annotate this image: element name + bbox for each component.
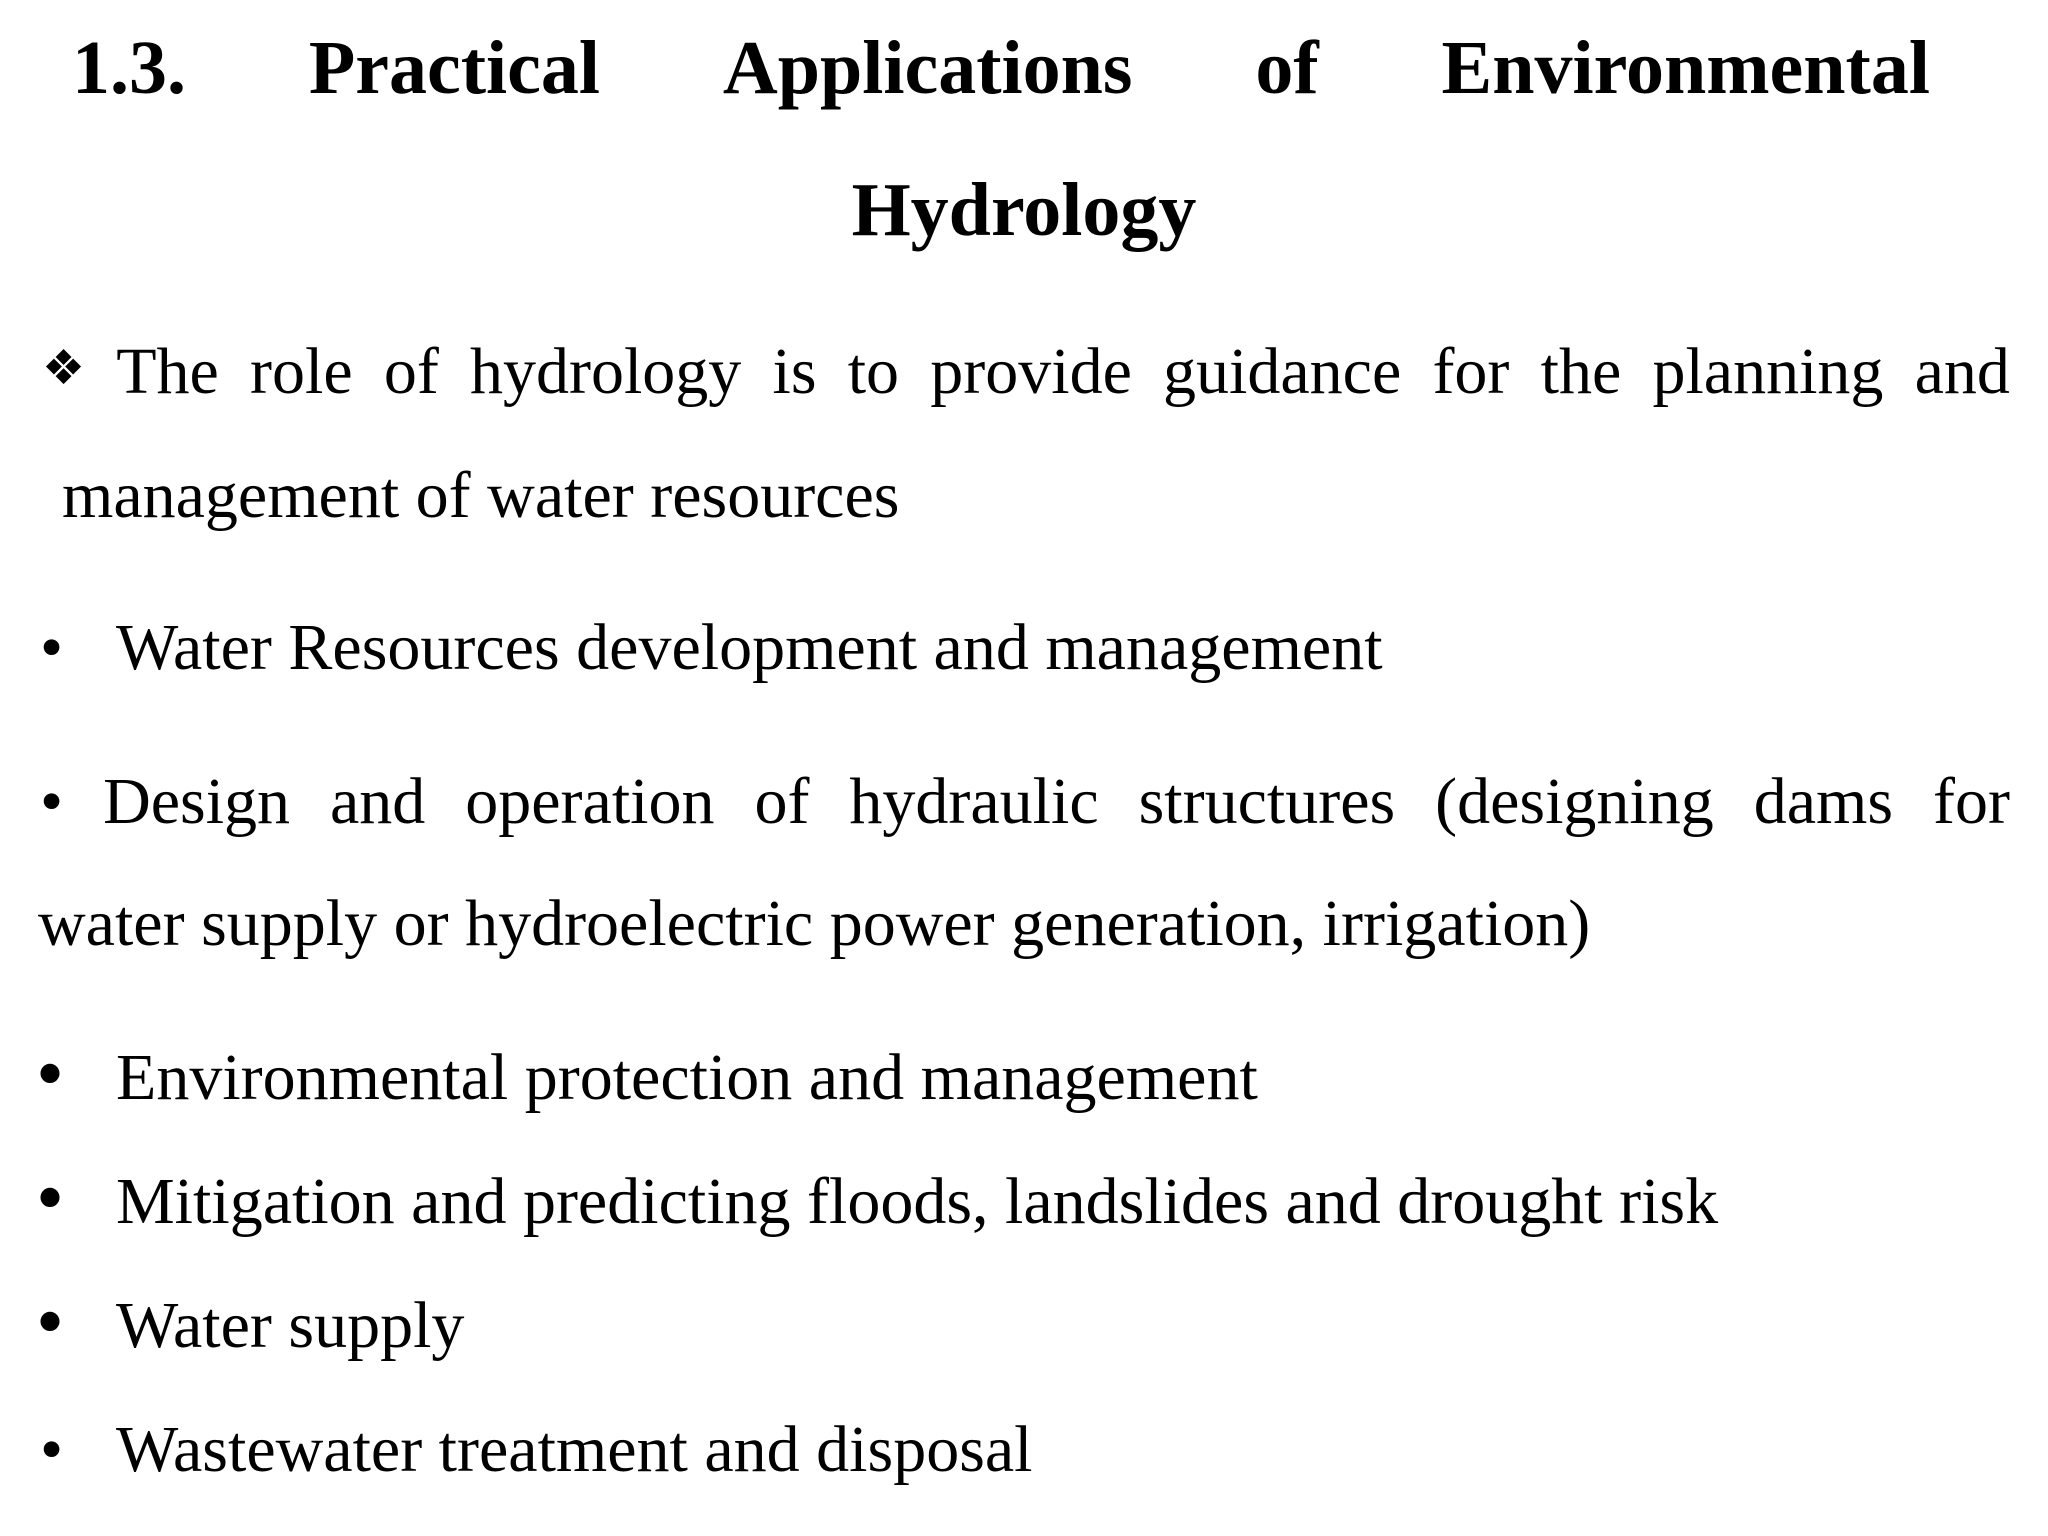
bullet-word: dams	[1753, 765, 1894, 838]
intro-word: the	[1540, 335, 1622, 408]
intro-word: planning	[1652, 335, 1884, 408]
intro-word: The	[116, 335, 219, 408]
intro-word: hydrology	[469, 335, 742, 408]
bullet-item-text: Mitigation and predicting floods, landslides and drought risk	[116, 1165, 1719, 1238]
diamond-bullet-icon: ❖	[42, 340, 86, 396]
section-title-continued: Hydrology	[851, 168, 1197, 252]
bullet-word: operation	[465, 765, 715, 838]
bullet-item-text: Water Resources development and management	[116, 611, 1383, 684]
title-word: Environmental	[1441, 26, 1930, 110]
intro-word: of	[383, 335, 439, 408]
bullet-word: hydraulic	[849, 765, 1099, 838]
bullet-word: (designing	[1435, 765, 1714, 838]
bullet-icon: •	[40, 765, 64, 838]
title-word: Practical	[308, 26, 601, 110]
section-title	[72, 22, 1930, 114]
bullet-item-text-line-1	[40, 762, 2010, 842]
bullet-word: for	[1933, 765, 2010, 838]
bullet-icon: •	[36, 1154, 65, 1242]
bullet-item-text: Water supply	[116, 1289, 465, 1362]
intro-word: role	[250, 335, 353, 408]
intro-word: is	[772, 335, 817, 408]
intro-word: to	[847, 335, 900, 408]
section-number: 1.3.	[72, 26, 186, 110]
bullet-word: of	[754, 765, 810, 838]
bullet-icon: •	[36, 1278, 65, 1366]
intro-word: and	[1914, 335, 2010, 408]
bullet-item-text: Wastewater treatment and disposal	[116, 1413, 1033, 1486]
bullet-icon: •	[40, 1413, 64, 1486]
bullet-icon: •	[40, 611, 64, 684]
intro-word: provide	[930, 335, 1132, 408]
bullet-item-text: Environmental protection and management	[116, 1041, 1258, 1114]
bullet-item-text-line-2: water supply or hydroelectric power generation, irrigation)	[38, 887, 1591, 960]
bullet-word: Design	[103, 765, 291, 838]
bullet-icon: •	[36, 1030, 65, 1118]
title-word: Applications	[722, 26, 1133, 110]
intro-paragraph-line-1	[42, 332, 2010, 412]
intro-paragraph-line-2: management of water resources	[62, 459, 900, 532]
intro-word: for	[1432, 335, 1510, 408]
bullet-word: structures	[1138, 765, 1396, 838]
bullet-word: and	[330, 765, 426, 838]
title-word: of	[1255, 26, 1319, 110]
intro-word: guidance	[1163, 335, 1402, 408]
